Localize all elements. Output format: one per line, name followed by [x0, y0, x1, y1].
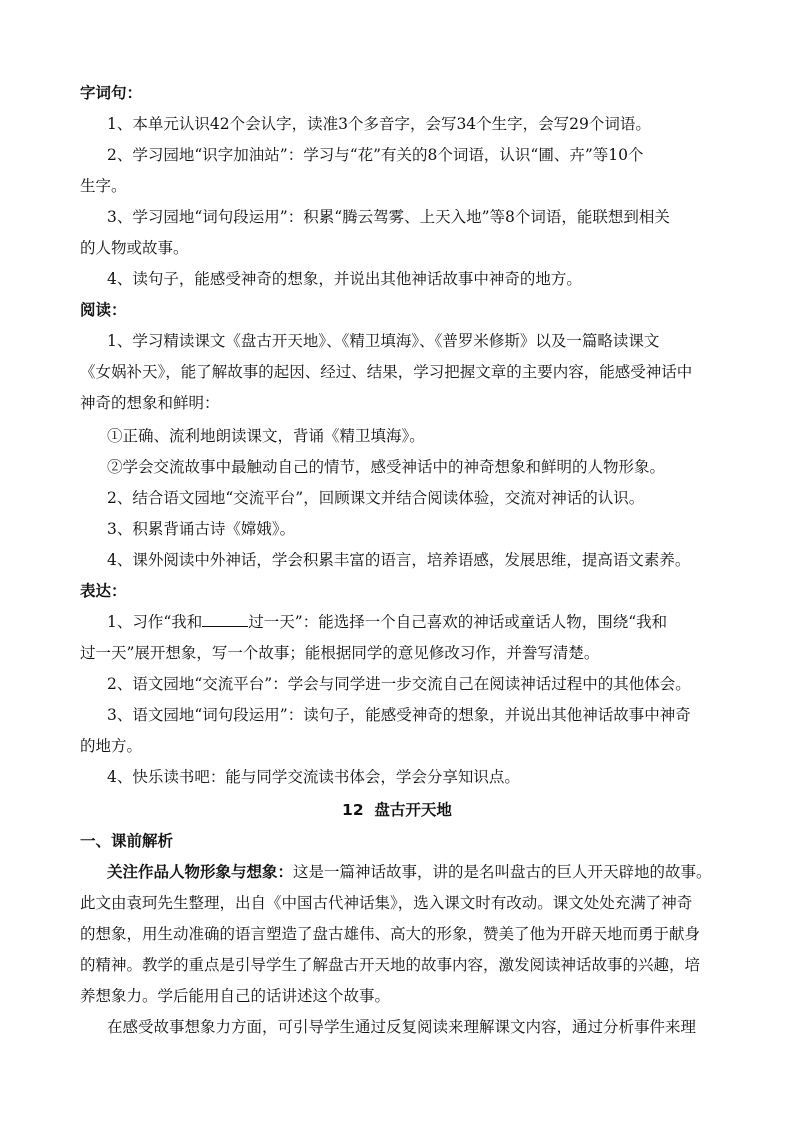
- sub-heading: 一、课前解析: [80, 832, 174, 850]
- ziciju-item-4: 4、读句子，能感受神奇的想象，并说出其他神话故事中神奇的地方。: [107, 270, 582, 288]
- ziciju-item-1: 1、本单元认识42个会认字，读准3个多音字，会写34个生字，会写29个词语。: [107, 115, 651, 133]
- ziciju-item-2: 2、学习园地“识字加油站”：学习与“花”有关的8个词语，认识“圃、卉”等10个: [107, 146, 644, 164]
- heading-biaoda: 表达：: [80, 582, 127, 600]
- heading-yuedu: 阅读：: [80, 301, 127, 319]
- yuedu-sub-1: ①正确、流利地朗读课文，背诵《精卫填海》。: [107, 427, 425, 445]
- yuedu-sub-2: ②学会交流故事中最触动自己的情节，感受神话中的神奇想象和鲜明的人物形象。: [107, 458, 666, 476]
- biaoda-item-1-cont: 过一天”展开想象，写一个故事；能根据同学的意见修改习作，并誊写清楚。: [80, 644, 600, 662]
- lesson-name: 盘古开天地: [374, 801, 452, 819]
- biaoda-item-1: [107, 612, 747, 632]
- biaoda-item-1-a: 1、习作“我和: [107, 613, 203, 631]
- fill-blank: [202, 612, 248, 627]
- biaoda-item-3-cont: 的地方。: [80, 737, 143, 755]
- para1-line-2: 此文由袁珂先生整理，出自《中国古代神话集》，选入课文时有改动。课文处处充满了神奇: [80, 894, 693, 912]
- yuedu-item-1-cont: 《女娲补天》，能了解故事的起因、经过、结果，学习把握文章的主要内容，能感受神话中: [80, 363, 693, 381]
- ziciju-item-2-cont: 生字。: [80, 177, 127, 195]
- para2-line-1: 在感受故事想象力方面，可引导学生通过反复阅读来理解课文内容，通过分析事件来理: [107, 1018, 697, 1036]
- lesson-title: [0, 800, 794, 820]
- yuedu-item-2: 2、结合语文园地“交流平台”，回顾课文并结合阅读体验，交流对神话的认识。: [107, 489, 645, 507]
- ziciju-item-3-cont: 的人物或故事。: [80, 239, 189, 257]
- lesson-number: 12: [342, 801, 364, 819]
- yuedu-item-3: 3、积累背诵古诗《嫦娥》。: [107, 520, 296, 538]
- biaoda-item-1-b: 过一天”：能选择一个自己喜欢的神话或童话人物，围绕“我和: [248, 613, 668, 631]
- para1-line-5: 养想象力。学后能用自己的话讲述这个故事。: [80, 987, 391, 1005]
- yuedu-item-4: 4、课外阅读中外神话，学会积累丰富的语言，培养语感，发展思维，提高语文素养。: [107, 551, 691, 569]
- yuedu-item-1-cont2: 神奇的想象和鲜明：: [80, 394, 220, 412]
- biaoda-item-2: 2、语文园地“交流平台”：学会与同学进一步交流自己在阅读神话过程中的其他体会。: [107, 675, 691, 693]
- biaoda-item-3: 3、语文园地“词句段运用”：读句子，能感受神奇的想象，并说出其他神话故事中神奇: [107, 706, 691, 724]
- heading-ziciju: 字词句：: [80, 84, 143, 102]
- para1-bold: 关注作品人物形象与想象：: [107, 863, 294, 881]
- ziciju-item-3: 3、学习园地“词句段运用”：积累“腾云驾雾、上天入地”等8个词语，能联想到相关: [107, 208, 670, 226]
- para1-line-4: 的精神。教学的重点是引导学生了解盘古开天地的故事内容，激发阅读神话故事的兴趣，培: [80, 956, 701, 974]
- para1-first-line: [107, 862, 747, 882]
- yuedu-item-1: 1、学习精读课文《盘古开天地》、《精卫填海》、《普罗米修斯》以及一篇略读课文: [107, 332, 660, 350]
- para1-line-3: 的想象，用生动准确的语言塑造了盘古雄伟、高大的形象，赞美了他为开辟天地而勇于献身: [80, 925, 701, 943]
- biaoda-item-4: 4、快乐读书吧：能与同学交流读书体会，学会分享知识点。: [107, 768, 520, 786]
- para1-rest: 这是一篇神话故事，讲的是名叫盘古的巨人开天辟地的故事。: [293, 863, 712, 881]
